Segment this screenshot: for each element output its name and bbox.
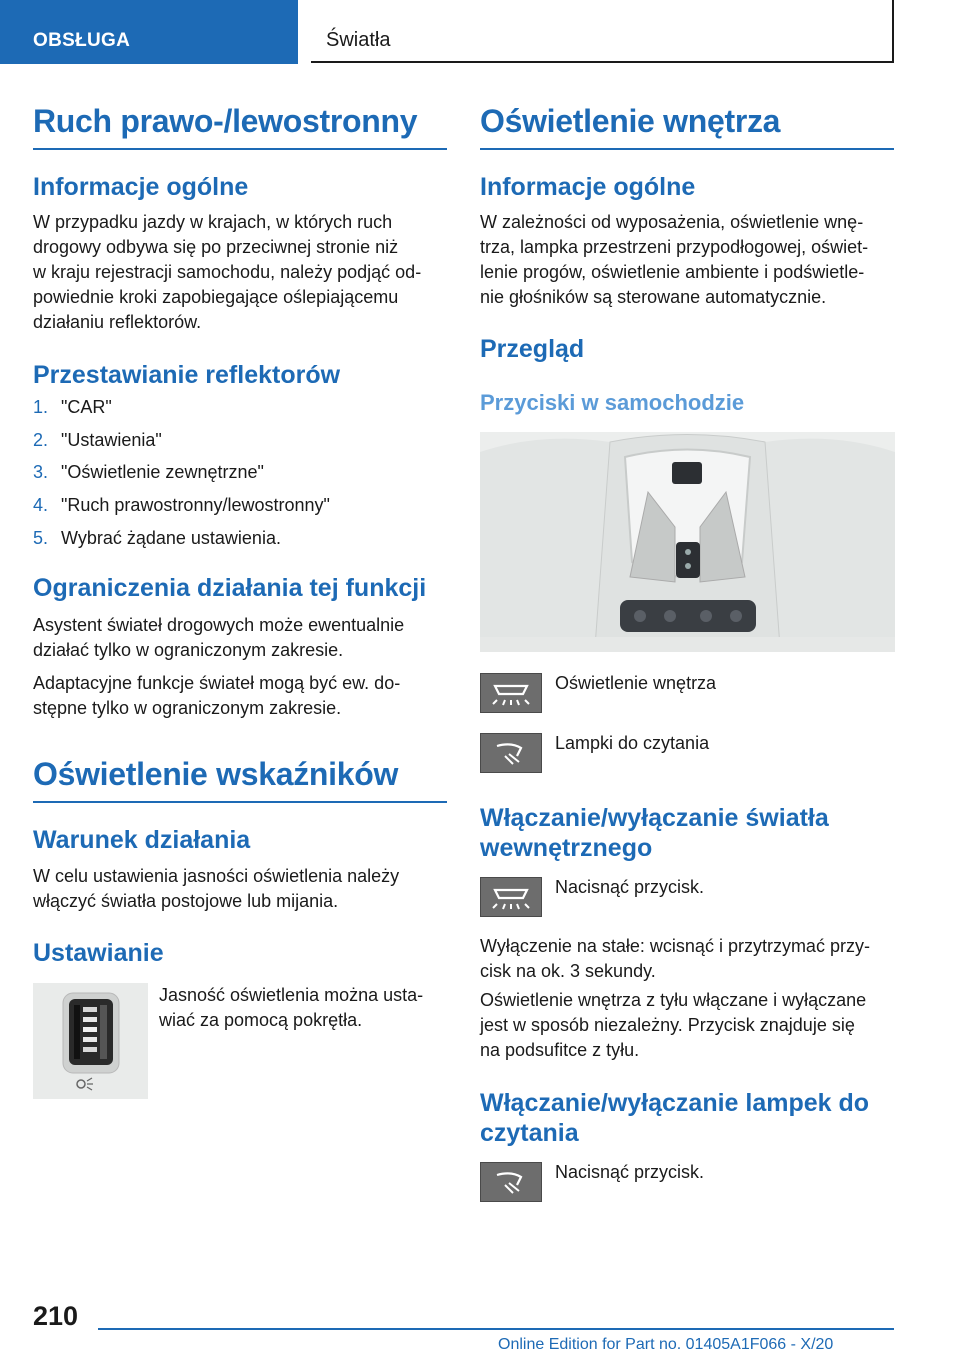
general-info-text: W przypadku jazdy w krajach, w których ruch drogowy odbywa się po przeciwnej stronie niż w kraju rejestracji samochodu, należy podjąć od- powiednie kroki zapobiegające oślepiającemu działaniu reflektorów. — [33, 212, 422, 332]
onoff-text-2: Oświetlenie wnętrza z tyłu włączane i wyłączane jest w sposób niezależny. Przycisk znajduje się na podsufitce z tyłu. — [480, 990, 867, 1060]
section-tab — [0, 0, 298, 64]
interior-general-text: W zależności od wyposażenia, oświetlenie wnę- trza, lampka przestrzeni przypodłogowej, oświet- lenie progów, oświetlenie ambiente i podświetle- nie głośników są sterowane automatycznie. — [480, 212, 869, 307]
legend-interior-light-label: Oświetlenie wnętrza — [555, 673, 717, 693]
interior-light-icon — [480, 673, 542, 713]
section-label: OBSŁUGA — [33, 30, 131, 51]
chapter-label: Światła — [326, 29, 391, 51]
reading-press-text: Nacisnąć przycisk. — [555, 1162, 705, 1182]
overhead-console-image — [480, 432, 895, 652]
chapter-box — [311, 0, 894, 63]
heading-setting: Ustawianie — [33, 939, 164, 967]
heading-general-info: Informacje ogólne — [33, 173, 249, 201]
heading-interior-lighting: Oświetlenie wnętrza — [480, 103, 894, 150]
setting-text: Jasność oświetlenia można usta- wiać za pomocą pokrętła. — [159, 985, 424, 1030]
condition-text: W celu ustawienia jasności oświetlenia należy włączyć światła postojowe lub mijania. — [33, 866, 400, 911]
onoff-press-text: Nacisnąć przycisk. — [555, 877, 705, 897]
brightness-knob-image — [33, 983, 148, 1099]
heading-vehicle-buttons: Przyciski w samochodzie — [480, 390, 745, 415]
heading-general-info-right: Informacje ogólne — [480, 173, 696, 201]
online-edition-label: Online Edition for Part no. 01405A1F066 - X/20 — [498, 1336, 834, 1353]
heading-interior-onoff: Włączanie/wyłączanie światła wewnętrznego — [480, 804, 829, 862]
reading-light-icon — [480, 1162, 542, 1202]
reading-light-icon — [480, 733, 542, 773]
heading-limitations: Ograniczenia działania tej funkcji — [33, 574, 427, 602]
interior-light-icon — [480, 877, 542, 917]
legend-reading-light-label: Lampki do czytania — [555, 733, 710, 753]
heading-operating-condition: Warunek działania — [33, 826, 251, 854]
heading-reading-onoff: Włączanie/wyłączanie lampek do czytania — [480, 1089, 870, 1147]
heading-instrument-lighting: Oświetlenie wskaźników — [33, 756, 447, 803]
heading-adjust-headlights: Przestawianie reflektorów — [33, 361, 341, 389]
page-number: 210 — [33, 1301, 79, 1331]
limitations-text-2: Adaptacyjne funkcje świateł mogą być ew. do- stępne tylko w ograniczonym zakresie. — [33, 673, 401, 718]
heading-traffic-side: Ruch prawo-/lewostronny — [33, 103, 447, 150]
onoff-text-1: Wyłączenie na stałe: wcisnąć i przytrzymać przy- cisk na ok. 3 sekundy. — [480, 936, 870, 981]
heading-overview: Przegląd — [480, 335, 585, 363]
limitations-text-1: Asystent świateł drogowych może ewentualnie działać tylko w ograniczonym zakresie. — [33, 615, 405, 660]
footer-divider — [98, 1328, 894, 1330]
